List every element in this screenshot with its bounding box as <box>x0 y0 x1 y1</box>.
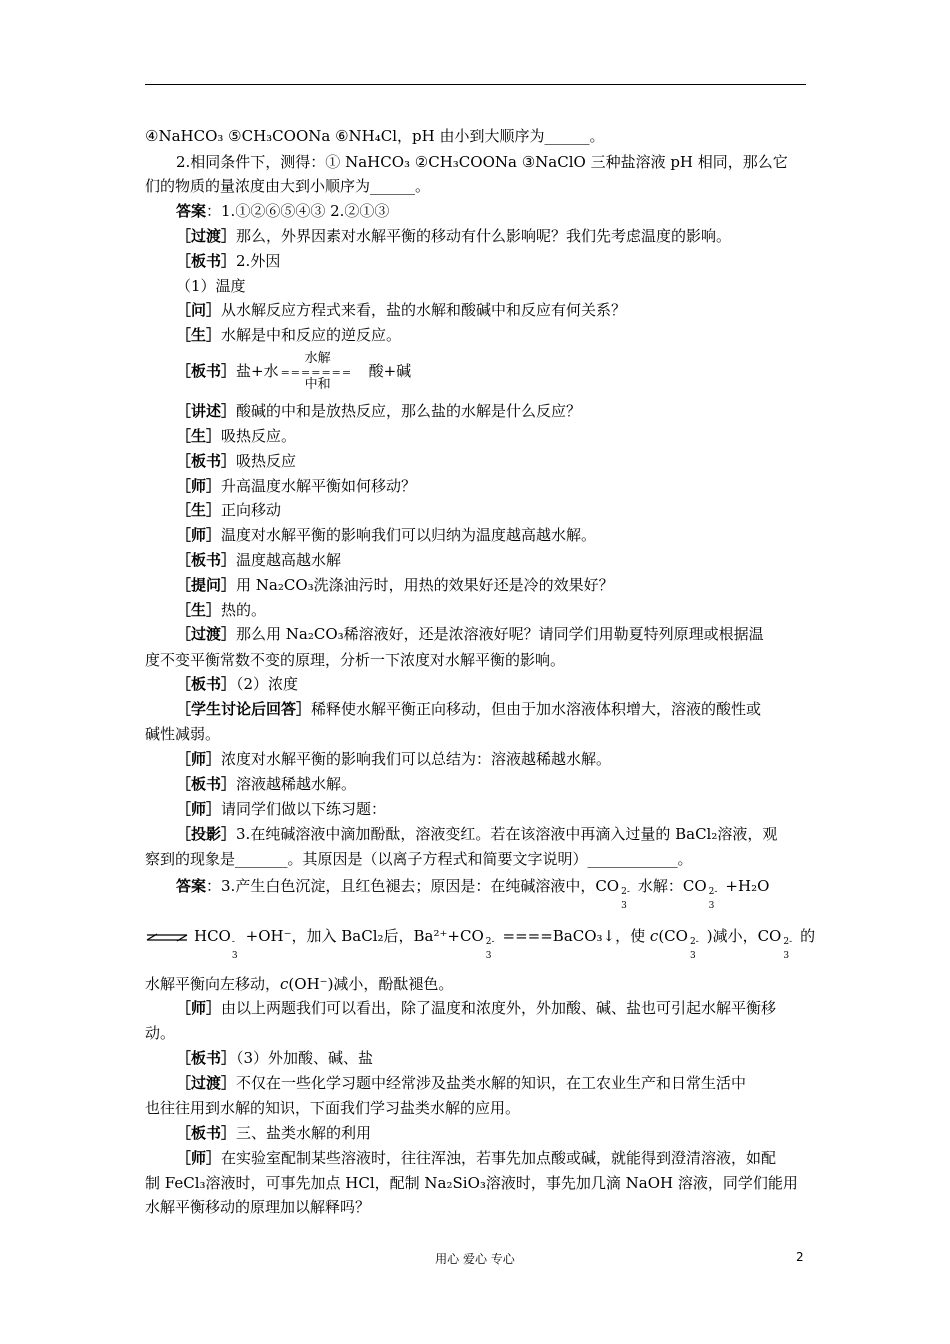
text-line: ［提问］用 Na₂CO₃洗涤油污时，用热的效果好还是冷的效果好？ <box>176 576 614 594</box>
ion-charge: 2- 3 <box>621 887 630 911</box>
ion-charge: 2- 3 <box>783 937 793 961</box>
text-line: ［板书］温度越高越水解 <box>176 551 342 569</box>
text-line: ［生］水解是中和反应的逆反应。 <box>176 326 402 344</box>
text-line: （1）温度 <box>176 277 246 295</box>
equation-line: HCO - 3 +OH⁻，加入 BaCl₂后，Ba²⁺+CO 2- 3 ====BaCO₃↓，使 c(CO 2- 3 )减小，CO 2- 3 的 <box>194 927 816 961</box>
page-number: 2 <box>796 1250 804 1264</box>
text-line: 动。 <box>145 1024 176 1042</box>
text-line: ［投影］3.在纯碱溶液中滴加酚酞，溶液变红。若在该溶液中再滴入过量的 BaCl₂溶液，观 <box>176 825 778 843</box>
text-line: 2.相同条件下，测得：① NaHCO₃ ②CH₃COONa ③NaClO 三种盐溶液 pH 相同，那么它 <box>176 153 788 171</box>
text-line: ［板书］三、盐类水解的利用 <box>176 1124 372 1142</box>
text-line: ［师］浓度对水解平衡的影响我们可以总结为：溶液越稀越水解。 <box>176 750 612 768</box>
answer-line: 答案：1.①②⑥⑤④③ 2.②①③ <box>176 202 390 220</box>
reversible-arrow-icon <box>145 930 189 946</box>
text-line: ［问］从水解反应方程式来看，盐的水解和酸碱中和反应有何关系？ <box>176 301 627 319</box>
text-line: ［师］升高温度水解平衡如何移动？ <box>176 477 417 495</box>
header-rule <box>145 84 806 85</box>
page-footer: 用心 爱心 专心 <box>435 1252 515 1266</box>
text-line: ［师］请同学们做以下练习题： <box>176 800 387 818</box>
text-line: 水解平衡向左移动，c(OH⁻)减小，酚酞褪色。 <box>145 975 454 993</box>
text-line: ［生］吸热反应。 <box>176 427 297 445</box>
text-line: 也往往用到水解的知识，下面我们学习盐类水解的应用。 <box>145 1099 521 1117</box>
text-line: ［过渡］那么用 Na₂CO₃稀溶液好，还是浓溶液好呢？请同学们用勒夏特列原理或根据温 <box>176 625 764 643</box>
text-line: ［板书］吸热反应 <box>176 452 297 470</box>
text-line: ［师］由以上两题我们可以看出，除了温度和浓度外，外加酸、碱、盐也可引起水解平衡移 <box>176 999 777 1017</box>
reaction-label-top: 水解 <box>304 351 331 366</box>
text-line: ［生］正向移动 <box>176 501 282 519</box>
text-line: 制 FeCl₃溶液时，可事先加点 HCl，配制 Na₂SiO₃溶液时，事先加几滴 NaOH 溶液，同学们能用 <box>145 1174 798 1192</box>
text-line: ［师］在实验室配制某些溶液时，往往浑浊，若事先加点酸或碱，就能得到澄清溶液，如配 <box>176 1149 777 1167</box>
ion-charge: 2- 3 <box>708 887 718 911</box>
equation-line: ［板书］盐+水 水解 ======= 中和 酸+碱 <box>176 361 411 381</box>
text-line: ［过渡］那么，外界因素对水解平衡的移动有什么影响呢？我们先考虑温度的影响。 <box>176 227 732 245</box>
text-line: 水解平衡移动的原理加以解释吗？ <box>145 1198 371 1216</box>
text-line: ④NaHCO₃ ⑤CH₃COONa ⑥NH₄Cl，pH 由小到大顺序为______。 <box>145 127 605 145</box>
text-line: ［板书］（3）外加酸、碱、盐 <box>176 1049 374 1067</box>
text-line: 度不变平衡常数不变的原理，分析一下浓度对水解平衡的影响。 <box>145 651 566 669</box>
text-line: ［板书］2.外因 <box>176 252 281 270</box>
text-line: 碱性减弱。 <box>145 725 221 743</box>
reaction-eq-sign: ======= <box>280 366 353 379</box>
answer-line: 答案：3.产生白色沉淀，且红色褪去；原因是：在纯碱溶液中，CO 2- 3 水解：CO 2- 3 +H₂O <box>176 877 770 911</box>
text-line: ［板书］（2）浓度 <box>176 675 299 693</box>
ion-charge: 2- 3 <box>689 937 699 961</box>
text-line: 们的物质的量浓度由大到小顺序为______。 <box>145 177 431 195</box>
text-line: ［讲述］酸碱的中和是放热反应，那么盐的水解是什么反应？ <box>176 402 582 420</box>
ion-charge: - 3 <box>231 937 238 961</box>
text-line: ［过渡］不仅在一些化学习题中经常涉及盐类水解的知识，在工农业生产和日常生活中 <box>176 1074 747 1092</box>
text-line: 察到的现象是_______。其原因是（以离子方程式和简要文字说明）____________。 <box>145 850 693 868</box>
text-line: ［学生讨论后回答］稀释使水解平衡正向移动，但由于加水溶液体积增大，溶液的酸性或 <box>176 700 762 718</box>
ion-charge: 2- 3 <box>485 937 495 961</box>
text-line: ［板书］溶液越稀越水解。 <box>176 775 357 793</box>
reaction-label-bottom: 中和 <box>304 377 331 392</box>
text-line: ［生］热的。 <box>176 601 267 619</box>
text-line: ［师］温度对水解平衡的影响我们可以归纳为温度越高越水解。 <box>176 526 597 544</box>
